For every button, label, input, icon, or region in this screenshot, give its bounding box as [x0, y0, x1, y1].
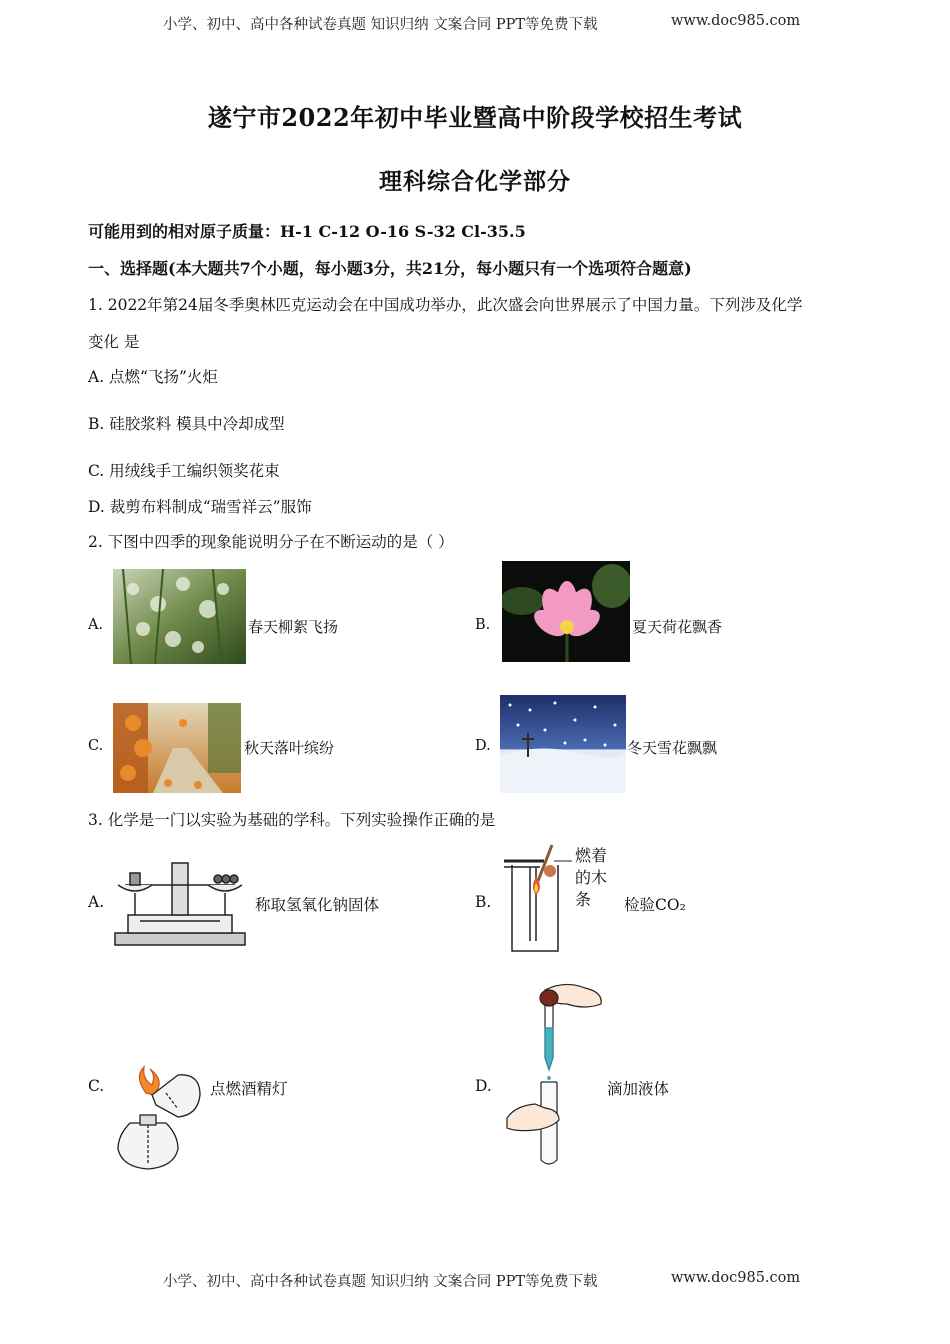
q2-option-d-text: 冬天雪花飘飘: [627, 739, 718, 757]
q1-stem-line1: 1. 2022年第24届冬季奥林匹克运动会在中国成功举办，此次盛会向世界展示了中国力量。下列涉及化学: [88, 296, 803, 314]
page-footer-url[interactable]: www.doc985.com: [671, 1270, 801, 1286]
q3-option-b-letter: B.: [475, 893, 492, 911]
autumn-leaves-image: [113, 703, 241, 793]
q2-stem: 2. 下图中四季的现象能说明分子在不断运动的是（ ）: [88, 533, 454, 551]
dropper-diagram: [505, 978, 605, 1170]
lotus-flower-image: [502, 561, 630, 662]
q2-option-c-letter: C.: [88, 738, 104, 754]
atomic-masses: 可能用到的相对原子质量：H-1 C-12 O-16 S-32 Cl-35.5: [88, 222, 526, 241]
burning-splint-label-line: 的木: [575, 868, 608, 887]
q2-option-a-text: 春天柳絮飞扬: [248, 618, 339, 636]
burning-splint-label-line: 燃着: [575, 846, 608, 865]
q2-option-b-letter: B.: [475, 617, 491, 633]
q3-option-b-text: 检验CO₂: [624, 896, 686, 914]
page-header-text: 小学、初中、高中各种试卷真题 知识归纳 文案合同 PPT等免费下载: [163, 17, 598, 33]
q3-option-a-text: 称取氢氧化钠固体: [255, 896, 380, 914]
burning-splint-label: [575, 845, 607, 911]
balance-scale-diagram: [110, 855, 250, 950]
q3-option-d-text: 滴加液体: [607, 1080, 670, 1098]
q1-option-b: B. 硅胶浆料 模具中冷却成型: [88, 415, 285, 433]
exam-subtitle: 理科综合化学部分: [379, 168, 571, 195]
q2-option-d-letter: D.: [475, 738, 491, 754]
q2-option-a-letter: A.: [88, 617, 104, 633]
q3-stem: 3. 化学是一门以实验为基础的学科。下列实验操作正确的是: [88, 811, 496, 829]
q3-option-c-letter: C.: [88, 1077, 105, 1095]
exam-title: 遂宁市2022年初中毕业暨高中阶段学校招生考试: [207, 103, 743, 132]
section-heading: 一、选择题(本大题共7个小题，每小题3分，共21分，每小题只有一个选项符合题意): [88, 259, 692, 278]
snowfall-image: [500, 695, 626, 793]
burning-splint-label-line: 条: [575, 890, 592, 909]
q1-option-c: C. 用绒线手工编织领奖花束: [88, 462, 280, 480]
q1-stem-line2: 变化 是: [88, 333, 140, 351]
q2-option-b-text: 夏天荷花飘香: [632, 618, 723, 636]
q2-option-c-text: 秋天落叶缤纷: [244, 739, 335, 757]
q1-option-d: D. 裁剪布料制成“瑞雪祥云”服饰: [88, 498, 312, 516]
willow-catkins-image: [113, 569, 246, 664]
q1-option-a: A. 点燃“飞扬”火炬: [88, 368, 218, 386]
page-footer-text: 小学、初中、高中各种试卷真题 知识归纳 文案合同 PPT等免费下载: [163, 1274, 598, 1290]
q3-option-d-letter: D.: [475, 1077, 492, 1095]
page-header-url[interactable]: www.doc985.com: [671, 13, 801, 29]
q3-option-a-letter: A.: [88, 893, 105, 911]
alcohol-lamp-diagram: [108, 1065, 208, 1173]
q3-option-c-text: 点燃酒精灯: [210, 1080, 288, 1098]
